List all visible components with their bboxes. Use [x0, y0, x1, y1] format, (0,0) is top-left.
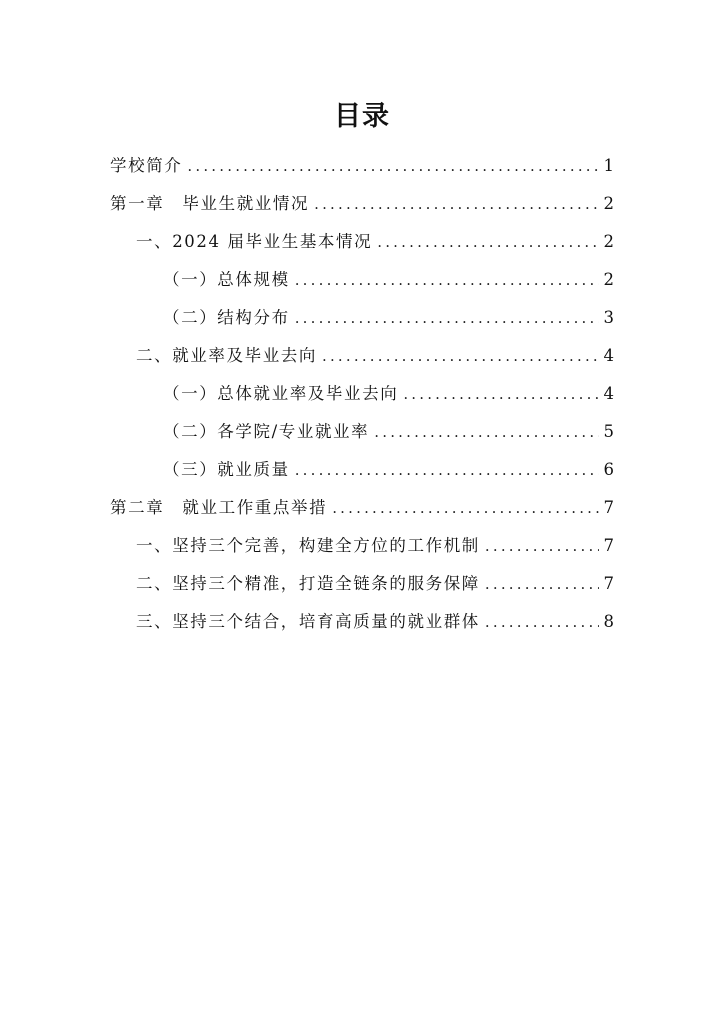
toc-page-number: 4: [603, 384, 614, 403]
dot-leader: [485, 537, 599, 555]
dot-leader: [295, 271, 599, 289]
dot-leader: [377, 233, 598, 251]
dot-leader: [403, 385, 598, 403]
toc-entry[interactable]: [110, 190, 614, 214]
dot-leader: [314, 195, 598, 213]
toc-page-number: 5: [603, 422, 614, 441]
dot-leader: [485, 613, 599, 631]
toc-page-number: 2: [603, 194, 614, 213]
toc-page-number: 1: [603, 156, 614, 175]
toc-entry[interactable]: [163, 418, 614, 442]
dot-leader: [374, 423, 598, 441]
toc-entry[interactable]: [110, 152, 614, 176]
toc-page-number: 2: [603, 232, 614, 251]
toc-entry-text: （一）总体就业率及毕业去向: [163, 384, 399, 403]
toc-entry[interactable]: [163, 380, 614, 404]
toc-page-number: 8: [603, 612, 614, 631]
toc-entry[interactable]: [163, 266, 614, 290]
toc-entry[interactable]: [136, 342, 614, 366]
toc-page-number: 7: [603, 574, 614, 593]
toc-entry-text: 三、坚持三个结合，培育高质量的就业群体: [136, 612, 480, 631]
toc-entry-text: 一、2024 届毕业生基本情况: [136, 232, 373, 251]
toc-entry-text: 学校简介: [110, 156, 183, 175]
dot-leader: [485, 575, 599, 593]
toc-entry-text: （二）各学院/专业就业率: [163, 422, 370, 441]
toc-entry-text: 第一章 毕业生就业情况: [110, 194, 310, 213]
dot-leader: [295, 461, 599, 479]
toc-entry[interactable]: [136, 532, 614, 556]
toc-entry[interactable]: [136, 228, 614, 252]
page-title: 目录: [334, 101, 390, 132]
toc-entry-text: 一、坚持三个完善，构建全方位的工作机制: [136, 536, 480, 555]
toc-entry-text: （一）总体规模: [163, 270, 290, 289]
toc-entry[interactable]: [163, 304, 614, 328]
toc-entry-text: （三）就业质量: [163, 460, 290, 479]
dot-leader: [295, 309, 599, 327]
toc-entry-text: （二）结构分布: [163, 308, 290, 327]
toc-entry-text: 二、坚持三个精准，打造全链条的服务保障: [136, 574, 480, 593]
toc-entry[interactable]: [136, 570, 614, 594]
toc-entry[interactable]: [136, 608, 614, 632]
toc-entry[interactable]: [110, 494, 614, 518]
toc-page-number: 6: [603, 460, 614, 479]
dot-leader: [187, 157, 598, 175]
toc-page-number: 3: [603, 308, 614, 327]
toc-entry[interactable]: [163, 456, 614, 480]
dot-leader: [332, 499, 598, 517]
toc-entry-text: 二、就业率及毕业去向: [136, 346, 317, 365]
toc-page-number: 4: [603, 346, 614, 365]
dot-leader: [322, 347, 599, 365]
toc-page-number: 7: [603, 536, 614, 555]
toc-page-number: 7: [603, 498, 614, 517]
toc-entry-text: 第二章 就业工作重点举措: [110, 498, 328, 517]
toc-page-number: 2: [603, 270, 614, 289]
